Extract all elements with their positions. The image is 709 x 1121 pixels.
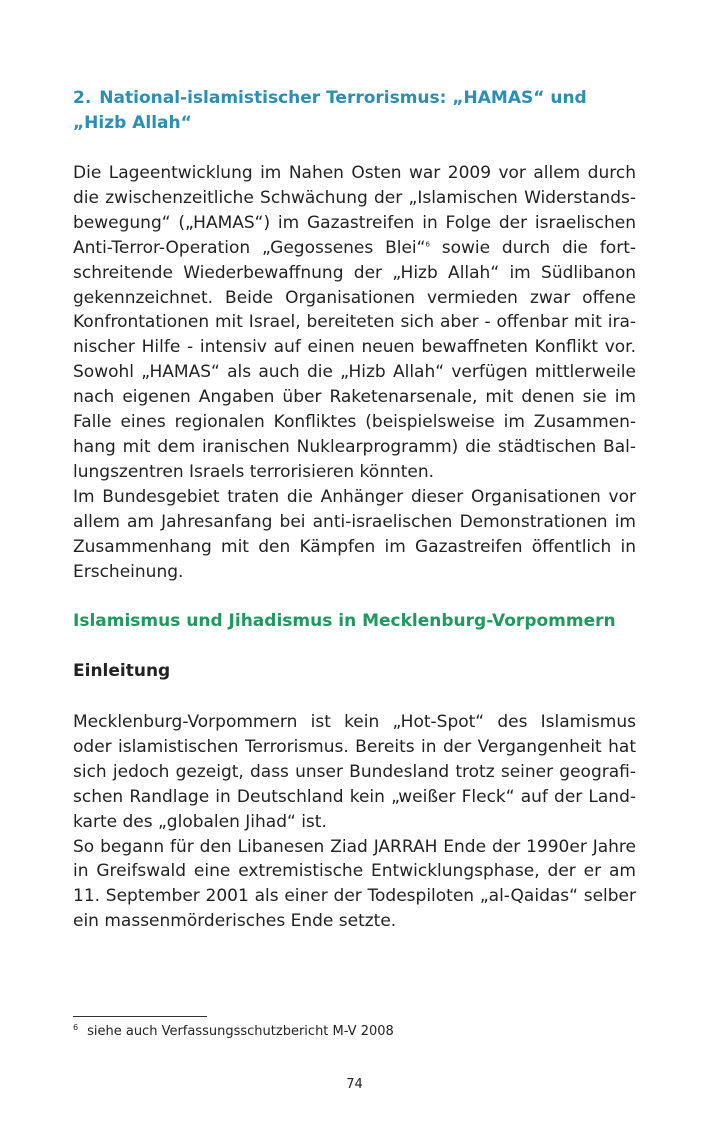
paragraph: Mecklenburg-Vorpommern ist kein „Hot-Spot“ des Islamismus oder islamistischen Terrorismus. Bereits in der Vergangenheit hat sich jedoch gezeigt, dass unser Bundesland trotz seiner geografischen Randlage in Deutschland kein „weißer Fleck“ auf der Landkarte des „globalen Jihad“ ist. — [73, 712, 636, 832]
sub-heading: Einleitung — [73, 661, 171, 681]
section-number: 2. — [73, 88, 92, 108]
paragraph: So begann für den Libanesen Ziad JARRAH Ende der 1990er Jahre in Greifswald eine extremistische Entwicklungsphase, der er am 11. September 2001 als einer der Todespiloten „al-Qaidas“ selber ein massenmörderisches Ende setzte. — [73, 836, 636, 932]
section-body — [73, 161, 636, 584]
paragraph — [73, 161, 636, 485]
footnote-text: siehe auch Verfassungsschutzbericht M-V 2008 — [87, 1024, 394, 1039]
footnote — [73, 1023, 636, 1041]
paragraph-text: Die Lageentwicklung im Nahen Osten war 2009 vor allem durch die zwischenzeitliche Schwächung der „Islamischen Widerstandsbewegung“ („HAMAS“) im Gazastreifen in Folge der israelischen Anti-Terror-Operation „Gegossenes Blei“ — [73, 163, 636, 258]
section-heading — [73, 86, 636, 136]
introduction-body — [73, 710, 636, 934]
regional-heading: Islamismus und Jihadismus in Mecklenburg-Vorpommern — [73, 611, 616, 631]
footnote-divider — [73, 1016, 207, 1017]
section-title: National-islamistischer Terrorismus: „HAMAS“ und „Hizb Allah“ — [73, 88, 587, 133]
document-page — [73, 0, 636, 1121]
paragraph-text: sowie durch die fortschreitende Wiederbewaffnung der „Hizb Allah“ im Südlibanon gekennzeichnet. Beide Organisationen vermieden zwar offene Konfrontationen mit Israel, bereiteten sich aber - offenbar mit iranischer Hilfe - intensiv auf einen neuen bewaffneten Konflikt vor. Sowohl „HAMAS“ als auch die „Hizb Allah“ verfügen mittlerweile nach eigenen Angaben über Raketenarsenale, mit denen sie im Falle eines regionalen Konfliktes (beispielsweise im Zusammenhang mit dem iranischen Nuklearprogramm) die städtischen Ballungszentren Israels terrorisieren könnten. — [73, 237, 636, 482]
paragraph: Im Bundesgebiet traten die Anhänger dieser Organisationen vor allem am Jahresanfang bei anti-israelischen Demonstrationen im Zusammenhang mit den Kämpfen im Gazastreifen öffentlich in Erscheinung. — [73, 486, 636, 582]
page-number: 74 — [346, 1077, 363, 1092]
footnote-mark: 6 — [73, 1022, 79, 1032]
footnote-reference: 6 — [425, 240, 430, 249]
